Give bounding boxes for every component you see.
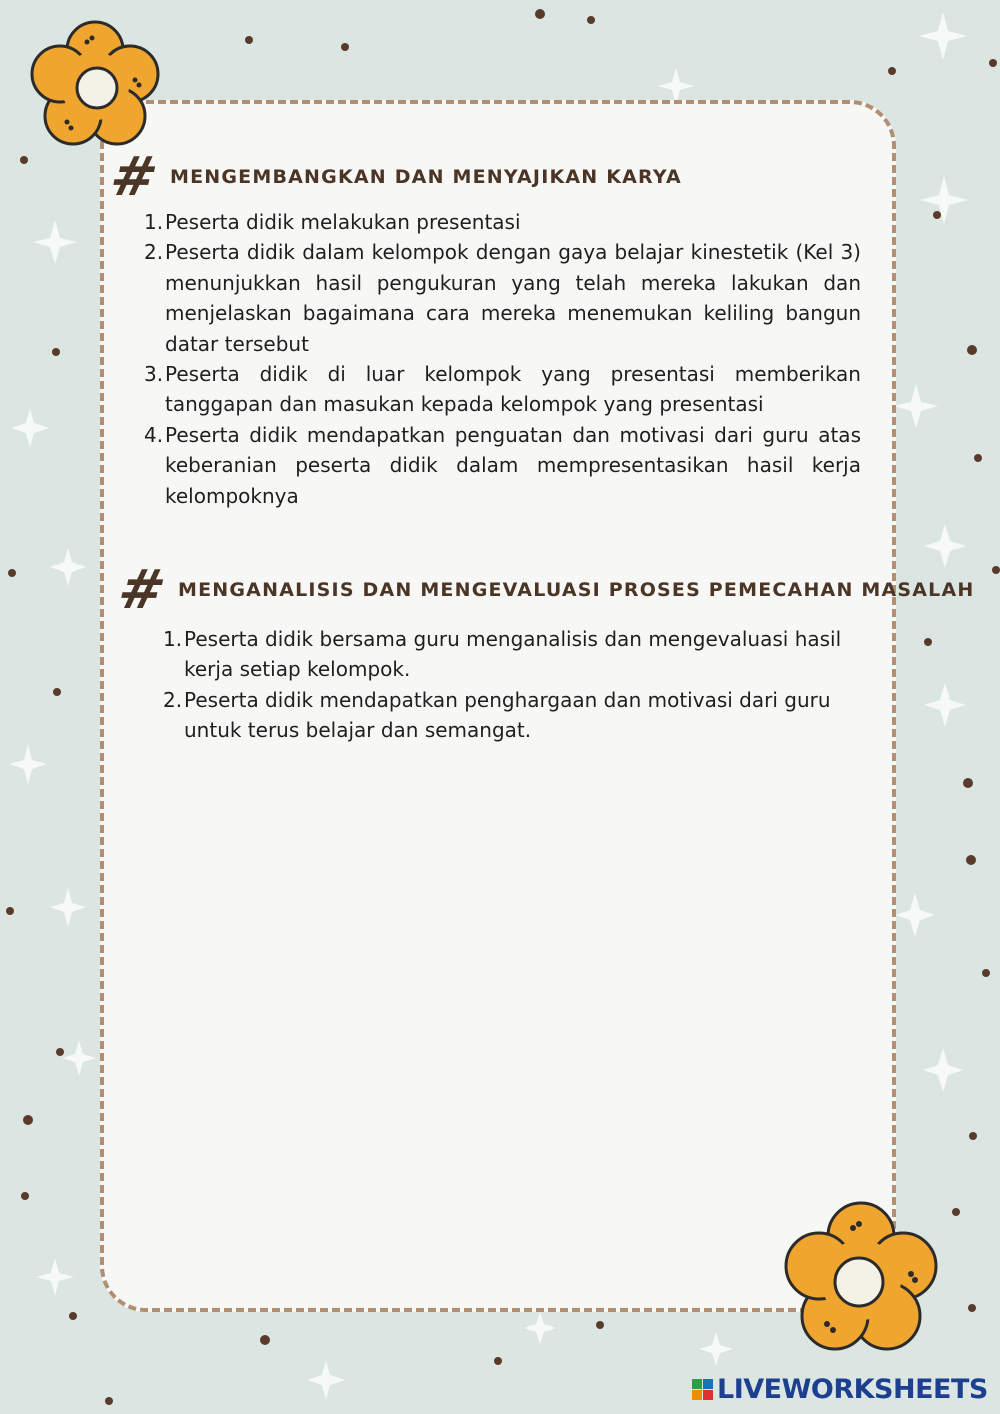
list-number: 1. — [144, 210, 164, 234]
logo-text: LIVEWORKSHEETS — [717, 1373, 988, 1405]
list-item-text: Peserta didik mendapatkan penghargaan dan motivasi dari guru untuk terus belajar dan semangat. — [184, 687, 831, 743]
list-number: 3. — [144, 362, 164, 387]
list-item — [144, 420, 861, 511]
flower-icon — [776, 1200, 946, 1360]
list-item — [144, 359, 861, 420]
liveworksheets-logo — [692, 1372, 988, 1406]
flower-icon — [24, 18, 166, 154]
list-item — [163, 624, 853, 685]
list-item-text: Peserta didik melakukan presentasi — [165, 210, 521, 234]
logo-mark-icon — [692, 1379, 713, 1400]
list-number: 4. — [144, 422, 164, 447]
list-item-text: Peserta didik di luar kelompok yang presentasi memberikan tanggapan dan masukan kepada kelompok yang presentasi — [165, 362, 861, 417]
section1-heading — [104, 145, 682, 208]
list-number: 2. — [163, 687, 183, 712]
hash-icon: # — [104, 145, 164, 208]
list-item — [144, 207, 861, 237]
list-number: 2. — [144, 240, 164, 265]
section2-heading — [112, 558, 975, 621]
list-item-text: Peserta didik bersama guru menganalisis dan mengevaluasi hasil kerja setiap kelompok. — [184, 627, 842, 682]
list-item — [144, 237, 861, 359]
hash-icon: # — [112, 558, 172, 621]
list-item-text: Peserta didik mendapatkan penguatan dan motivasi dari guru atas keberanian peserta didik dalam mempresentasikan hasil kerja kelompoknya — [165, 422, 861, 508]
section1-list — [144, 207, 861, 511]
list-item-text: Peserta didik dalam kelompok dengan gaya belajar kinestetik (Kel 3) menunjukkan hasil pengukuran yang telah mereka lakukan dan menjelaskan bagaimana cara mereka menemukan keliling bangun datar tersebut — [165, 240, 861, 356]
section2-list — [163, 624, 853, 746]
list-number: 1. — [163, 627, 183, 651]
section2-title: MENGANALISIS DAN MENGEVALUASI PROSES PEMECAHAN MASALAH — [178, 579, 975, 601]
section1-title: MENGEMBANGKAN DAN MENYAJIKAN KARYA — [170, 166, 682, 188]
list-item — [163, 685, 853, 746]
